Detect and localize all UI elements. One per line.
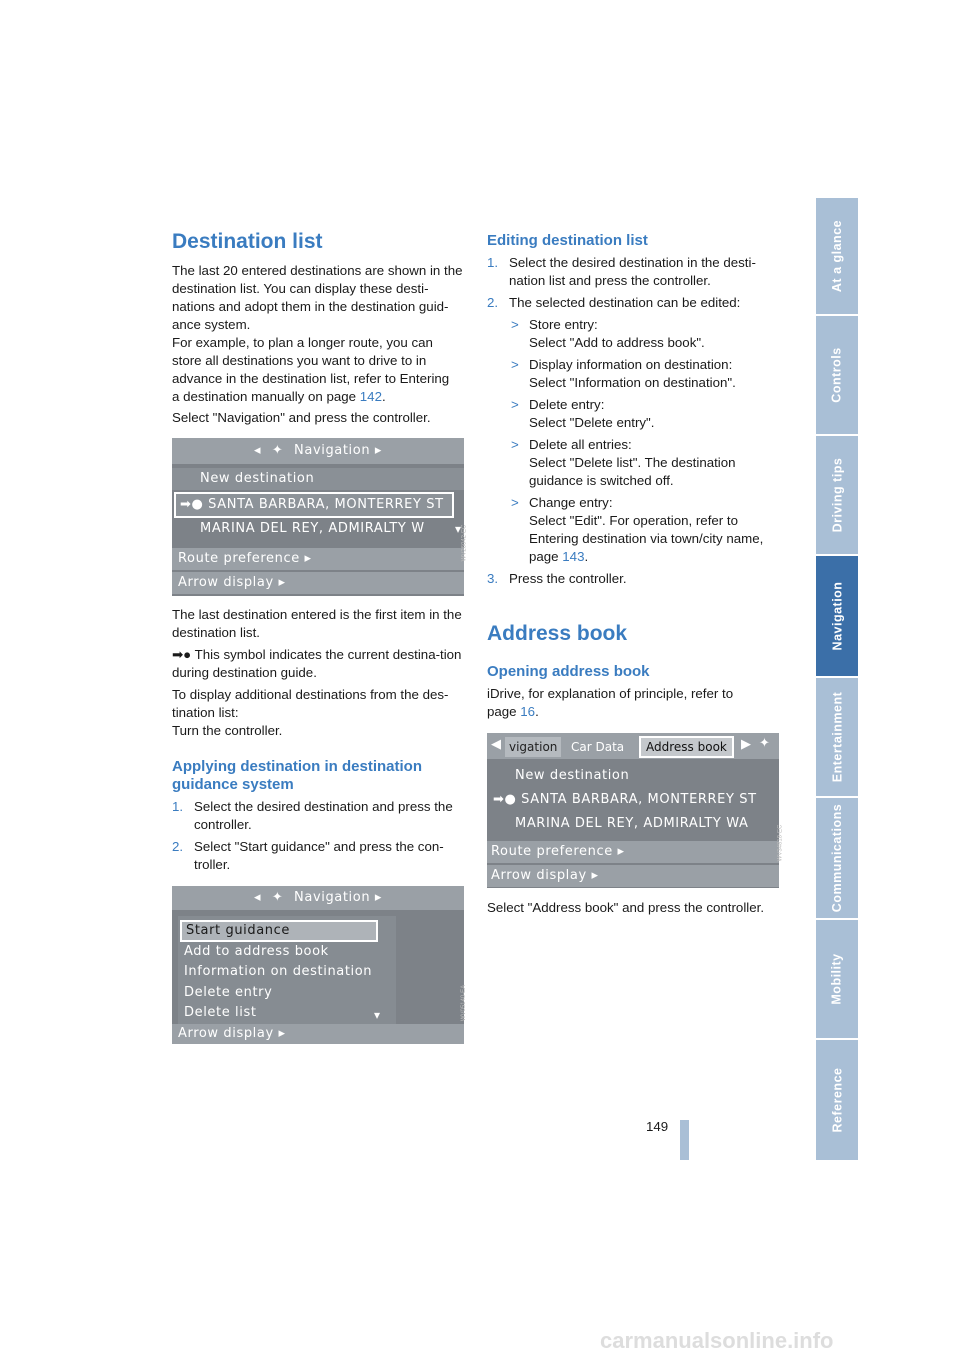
list-item: > Change entry: Select "Edit". For operation, refer to Entering destination via town/city name, page 143.: [511, 495, 764, 564]
menu-item-destination-2[interactable]: MARINA DEL REY, ADMIRALTY W: [200, 521, 425, 536]
section-heading-editing: Editing destination list: [487, 232, 648, 249]
idrive-paragraph: iDrive, for explanation of principle, refer to page 16.: [487, 686, 734, 719]
arrow-left-icon: ◂: [253, 890, 262, 905]
menu-item-start-guidance[interactable]: Start guidance: [180, 920, 378, 942]
tab-communications[interactable]: Communications: [816, 798, 858, 918]
menu-item-route-preference[interactable]: Route preference ▸: [487, 841, 779, 863]
menu-item-add-to-address-book[interactable]: Add to address book: [184, 944, 329, 959]
satellite-icon: ✦: [759, 736, 770, 751]
list-item: 2. Select "Start guidance" and press the con-troller.: [172, 839, 444, 872]
current-destination-icon: ➡●: [172, 647, 192, 662]
menu-item-delete-list[interactable]: Delete list: [184, 1005, 257, 1020]
section-heading-applying: Applying destination in destination guidance system: [172, 758, 422, 793]
list-item: > Store entry: Select "Add to address book".: [511, 317, 705, 350]
list-item: > Delete entry: Select "Delete entry".: [511, 397, 655, 430]
editing-steps: [487, 254, 787, 588]
image-code: WV26042-EC: [461, 524, 468, 562]
select-navigation-text: Select "Navigation" and press the controller.: [172, 410, 431, 425]
list-item: 2. The selected destination can be edited:: [487, 295, 741, 310]
menu-item-new-destination[interactable]: New destination: [515, 768, 630, 783]
tab-mobility[interactable]: Mobility: [816, 920, 858, 1038]
menu-item-arrow-display[interactable]: Arrow display ▸: [172, 1024, 464, 1044]
image-code: WV05140-EA: [461, 984, 468, 1022]
arrow-right-icon: ▸: [374, 890, 383, 905]
page-number-bar: [680, 1120, 689, 1160]
list-item: > Delete all entries: Select "Delete list". The destination guidance is switched off.: [511, 437, 736, 488]
menu-item-destination-1[interactable]: ➡● SANTA BARBARA, MONTERREY ST: [493, 792, 757, 807]
tab-navigation[interactable]: vigation: [505, 737, 561, 757]
section-heading-opening: Opening address book: [487, 663, 650, 680]
arrow-left-icon: ◀: [491, 737, 501, 752]
page-link-142[interactable]: 142: [359, 389, 382, 404]
menu-item-new-destination[interactable]: New destination: [172, 468, 464, 490]
scroll-down-icon: ▾: [374, 1008, 381, 1022]
tab-address-book[interactable]: Address book: [639, 736, 734, 758]
page-title: Destination list: [172, 230, 323, 253]
current-destination-icon: ➡●: [493, 792, 517, 807]
first-item-paragraph: The last destination entered is the first item in the destination list.: [172, 607, 462, 640]
address-book-screen-image: [487, 733, 779, 888]
arrow-right-icon: ▶: [741, 737, 751, 752]
list-item: 3. Press the controller.: [487, 571, 627, 586]
tab-reference[interactable]: Reference: [816, 1040, 858, 1160]
intro-paragraph: The last 20 entered destinations are shown in the destination list. You can display these desti-nations and adopt them in the destination guid-ance system. For example, to plan a longer route, you can store all destinations you want to drive to in advance in the destination list, refer to Entering a destination manually on page 142.: [172, 262, 468, 406]
select-address-book-text: Select "Address book" and press the controller.: [487, 900, 765, 915]
applying-steps: [172, 798, 468, 874]
start-guidance-screen-image: [172, 886, 464, 1044]
menu-item-route-preference[interactable]: Route preference ▸: [172, 548, 464, 570]
watermark: carmanualsonline.info: [600, 1328, 834, 1353]
chapter-sidebar: [816, 198, 858, 1160]
arrow-right-icon: ▸: [374, 443, 383, 458]
additional-destinations-paragraph: To display additional destinations from the des- tination list: Turn the controller.: [172, 687, 449, 738]
menu-item-destination-1[interactable]: ➡● SANTA BARBARA, MONTERREY ST: [174, 492, 454, 518]
scroll-down-icon: ▾: [454, 522, 461, 536]
menu-item-arrow-display[interactable]: Arrow display ▸: [487, 865, 779, 887]
page-link-16[interactable]: 16: [520, 704, 536, 719]
tab-at-a-glance[interactable]: At a glance: [816, 198, 858, 314]
navigation-screen-image: [172, 438, 464, 596]
tab-entertainment[interactable]: Entertainment: [816, 678, 858, 796]
tab-driving-tips[interactable]: Driving tips: [816, 436, 858, 554]
satellite-icon: ✦: [271, 443, 284, 458]
current-destination-icon: ➡●: [180, 497, 204, 512]
tab-car-data[interactable]: Car Data: [571, 740, 625, 754]
menu-item-information[interactable]: Information on destination: [184, 964, 373, 979]
screen-title: Navigation: [294, 890, 371, 905]
symbol-paragraph: ➡● This symbol indicates the current destina-tion during destination guide.: [172, 647, 462, 680]
menu-item-arrow-display[interactable]: Arrow display ▸: [172, 572, 464, 594]
page-link-143[interactable]: 143: [562, 549, 585, 564]
list-item: 1. Select the desired destination and press the controller.: [172, 799, 453, 832]
edit-options: [487, 316, 787, 566]
menu-item-delete-entry[interactable]: Delete entry: [184, 985, 273, 1000]
tab-navigation[interactable]: Navigation: [816, 556, 858, 676]
list-item: > Display information on destination: Select "Information on destination".: [511, 357, 736, 390]
example-paragraph: For example, to plan a longer route, you can store all destinations you want to drive to in advance in the destination list, refer to Entering a destination manually on page 142.: [172, 335, 450, 404]
tab-controls[interactable]: Controls: [816, 316, 858, 434]
image-code: WV34818-EC: [777, 824, 784, 862]
list-item: 1. Select the desired destination in the desti-nation list and press the controller.: [487, 255, 756, 288]
section-title-address-book: Address book: [487, 622, 628, 645]
arrow-left-icon: ◂: [253, 443, 262, 458]
satellite-icon: ✦: [271, 890, 284, 905]
screen-title: Navigation: [294, 443, 371, 458]
page-number: 149: [646, 1119, 669, 1134]
menu-item-destination-2[interactable]: MARINA DEL REY, ADMIRALTY WA: [515, 816, 749, 831]
